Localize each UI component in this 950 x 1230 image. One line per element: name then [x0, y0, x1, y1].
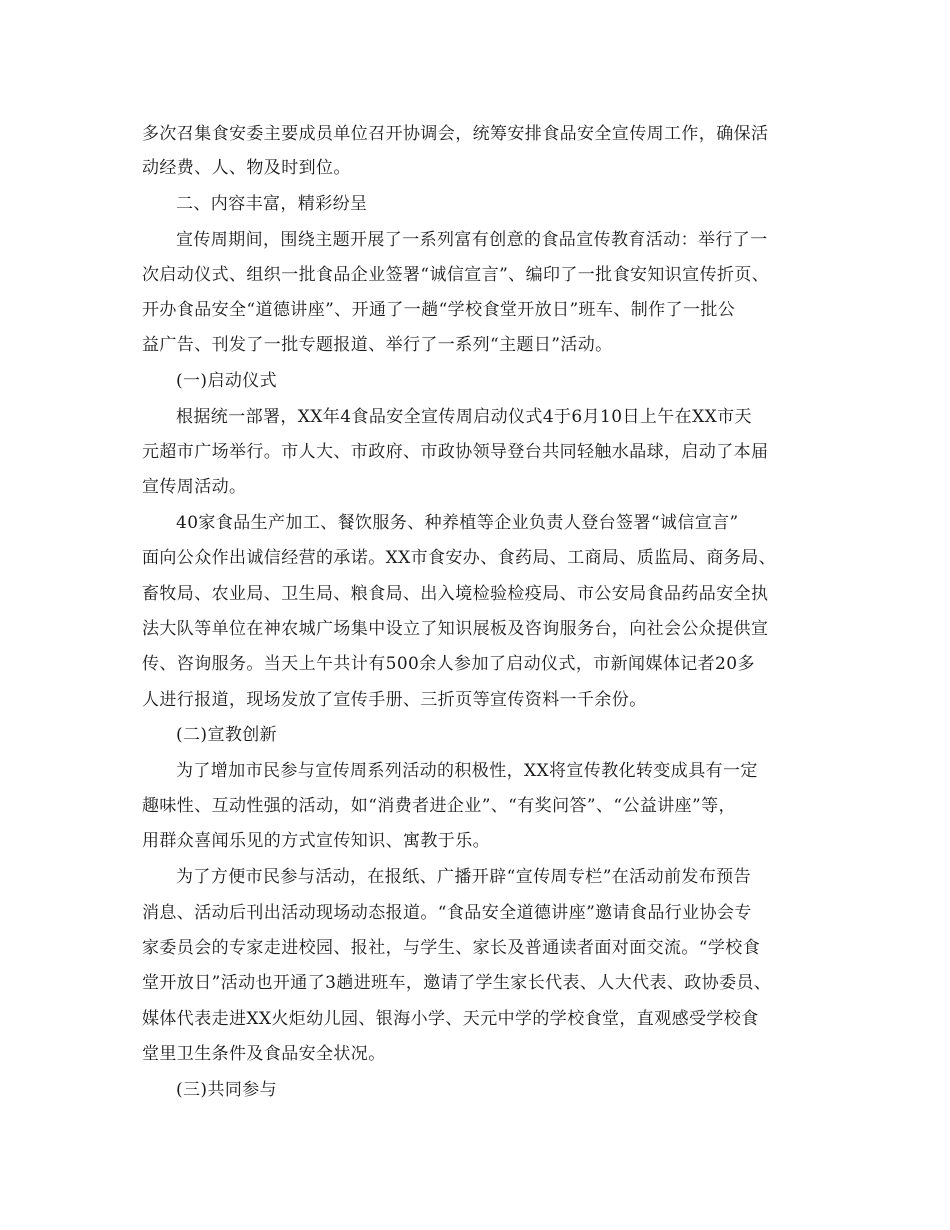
paragraph-line: 家委员会的专家走进校园、报社，与学生、家长及普通读者面对面交流。“学校食: [142, 938, 761, 958]
paragraph-line: 面向公众作出诚信经营的承诺。XX市食安办、食药局、工商局、质监局、商务局、: [142, 548, 777, 568]
paragraph-line: 堂开放日”活动也开通了3趟进班车，邀请了学生家长代表、人大代表、政协委员、: [142, 973, 772, 993]
paragraph-line: 用群众喜闻乐见的方式宣传知识、寓教于乐。: [142, 831, 490, 851]
paragraph-line: 趣味性、互动性强的活动，如“消费者进企业”、“有奖问答”、“公益讲座”等，: [142, 796, 736, 816]
paragraph-line: 人进行报道，现场发放了宣传手册、三折页等宣传资料一千余份。: [142, 690, 647, 710]
paragraph-line: 畜牧局、农业局、卫生局、粮食局、出入境检验检疫局、市公安局食品药品安全执: [142, 584, 769, 604]
paragraph-line: 宣传周活动。: [142, 477, 247, 497]
subsection-heading: (二)宣教创新: [176, 725, 278, 745]
paragraph-line: 动经费、人、物及时到位。: [142, 158, 351, 178]
paragraph-line: 宣传周期间，围绕主题开展了一系列富有创意的食品宣传教育活动：举行了一: [176, 230, 768, 250]
paragraph-line: 媒体代表走进XX火炬幼儿园、银海小学、天元中学的学校食堂，直观感受学校食: [142, 1009, 759, 1029]
paragraph-line: 消息、活动后刊出活动现场动态报道。“食品安全道德讲座”邀请食品行业协会专: [142, 903, 752, 923]
paragraph-line: 堂里卫生条件及食品安全状况。: [142, 1044, 386, 1064]
paragraph-line: 次启动仪式、组织一批食品企业签署“诚信宣言”、编印了一批食安知识宣传折页、: [142, 265, 770, 285]
paragraph-line: 为了增加市民参与宣传周系列活动的积极性，XX将宣传教化转变成具有一定: [176, 761, 758, 781]
paragraph-line: 多次召集食安委主要成员单位召开协调会，统筹安排食品安全宣传周工作，确保活: [142, 124, 769, 144]
subsection-heading: (三)共同参与: [176, 1080, 278, 1100]
paragraph-line: 元超市广场举行。市人大、市政府、市政协领导登台共同轻触水晶球，启动了本届: [142, 442, 769, 462]
paragraph-line: 为了方便市民参与活动，在报纸、广播开辟“宣传周专栏”在活动前发布预告: [176, 867, 751, 887]
paragraph-line: 法大队等单位在神农城广场集中设立了知识展板及咨询服务台，向社会公众提供宣: [142, 619, 769, 639]
paragraph-line: 益广告、刊发了一批专题报道、举行了一系列“主题日”活动。: [142, 335, 613, 355]
paragraph-line: 传、咨询服务。当天上午共计有500余人参加了启动仪式，市新闻媒体记者20多: [142, 654, 755, 674]
paragraph-line: 开办食品安全“道德讲座”、开通了一趟“学校食堂开放日”班车、制作了一批公: [142, 300, 736, 320]
paragraph-line: 40家食品生产加工、餐饮服务、种养植等企业负责人登台签署“诚信宣言”: [176, 513, 739, 533]
paragraph-line: 根据统一部署，XX年4食品安全宣传周启动仪式4于6月10日上午在XX市天: [176, 407, 752, 427]
section-heading: 二、内容丰富，精彩纷呈: [176, 194, 368, 214]
subsection-heading: (一)启动仪式: [176, 371, 278, 391]
